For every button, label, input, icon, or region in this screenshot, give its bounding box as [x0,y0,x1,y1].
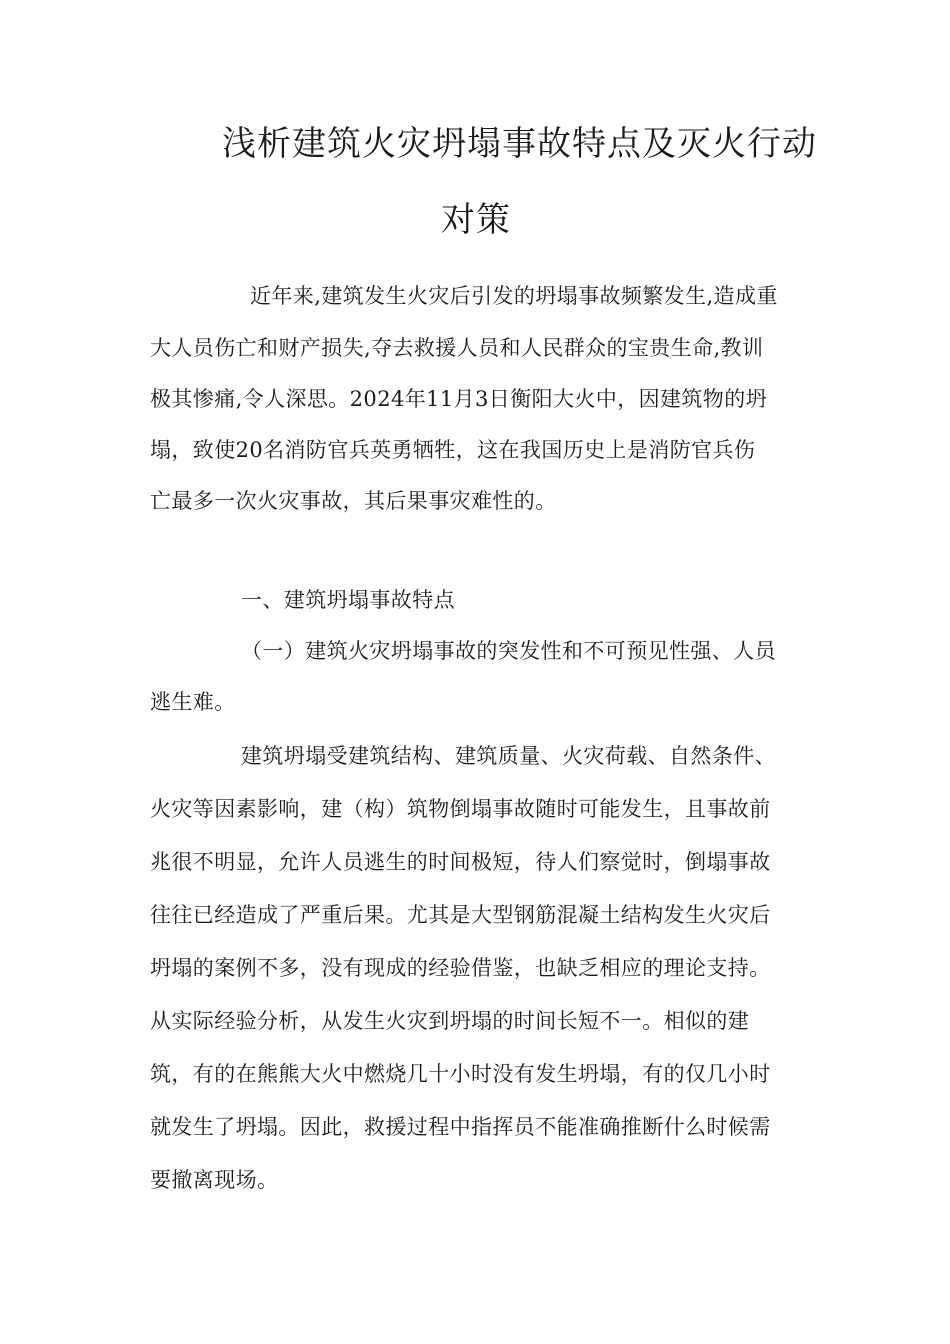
body-line: 建筑坍塌受建筑结构、建筑质量、火灾荷载、自然条件、 [241,744,776,768]
document-title-line-1: 浅析建筑火灾坍塌事故特点及灭火行动 [222,124,817,164]
body-line: 从实际经验分析，从发生火灾到坍塌的时间长短不一。相似的建 [150,1009,750,1033]
body-line: 坍塌的案例不多，没有现成的经验借鉴，也缺乏相应的理论支持。 [150,956,771,980]
document-title-line-2: 对策 [441,200,511,240]
body-line: 筑，有的在熊熊大火中燃烧几十小时没有发生坍塌，有的仅几小时 [150,1062,771,1086]
intro-line: 极其惨痛,令人深思。2024年11月3日衡阳大火中，因建筑物的坍 [150,387,767,411]
body-line: 要撤离现场。 [150,1168,279,1192]
body-line: 火灾等因素影响，建（构）筑物倒塌事故随时可能发生，且事故前 [150,797,771,821]
section-heading: 一、建筑坍塌事故特点 [241,588,455,612]
body-line: 往往已经造成了严重后果。尤其是大型钢筋混凝土结构发生火灾后 [150,903,771,927]
intro-line: 亡最多一次火灾事故，其后果事灾难性的。 [150,489,557,513]
subsection-heading-line: 逃生难。 [150,690,236,714]
body-line: 就发生了坍塌。因此，救援过程中指挥员不能准确推断什么时候需 [150,1115,771,1139]
body-line: 兆很不明显，允许人员逃生的时间极短，待人们察觉时，倒塌事故 [150,850,771,874]
intro-line: 大人员伤亡和财产损失,夺去救援人员和人民群众的宝贵生命,教训 [150,336,764,360]
intro-line: 塌，致使20名消防官兵英勇牺牲，这在我国历史上是消防官兵伤 [150,438,756,462]
intro-line: 近年来,建筑发生火灾后引发的坍塌事故频繁发生,造成重 [250,284,778,308]
subsection-heading-line: （一）建筑火灾坍塌事故的突发性和不可预见性强、人员 [241,639,776,663]
